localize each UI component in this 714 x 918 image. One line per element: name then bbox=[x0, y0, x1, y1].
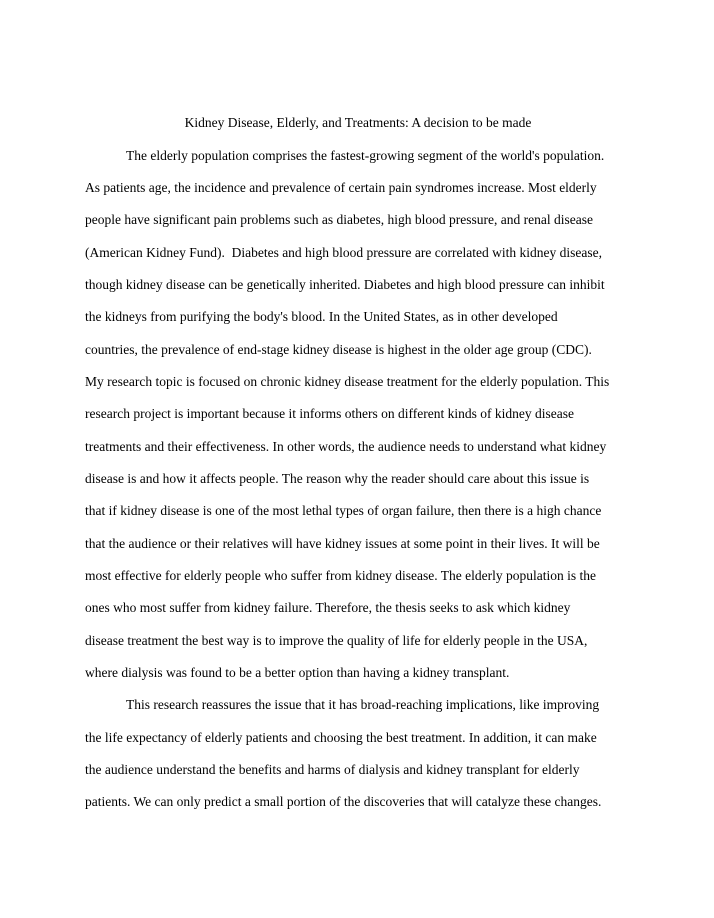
paragraph-line: (American Kidney Fund). Diabetes and high blood pressure are correlated with kidney disease, bbox=[85, 245, 602, 260]
paragraph-line: that the audience or their relatives will have kidney issues at some point in their lives. It will be bbox=[85, 536, 600, 551]
paragraph-line: This research reassures the issue that it has broad-reaching implications, like improving bbox=[126, 697, 600, 712]
paragraph-line: most effective for elderly people who suffer from kidney disease. The elderly population is the bbox=[85, 568, 596, 583]
paragraph-line: the life expectancy of elderly patients and choosing the best treatment. In addition, it can make bbox=[85, 730, 597, 745]
paragraph-line: where dialysis was found to be a better option than having a kidney transplant. bbox=[85, 665, 510, 680]
paragraph-line: The elderly population comprises the fastest-growing segment of the world's population. bbox=[126, 148, 605, 163]
paragraph-line: countries, the prevalence of end-stage kidney disease is highest in the older age group (CDC). bbox=[85, 342, 592, 357]
document-title: Kidney Disease, Elderly, and Treatments: A decision to be made bbox=[184, 115, 532, 130]
paragraph-line: that if kidney disease is one of the most lethal types of organ failure, then there is a high chance bbox=[85, 503, 602, 518]
paragraph-line: the audience understand the benefits and harms of dialysis and kidney transplant for elderly bbox=[85, 762, 580, 777]
paragraph-line: As patients age, the incidence and prevalence of certain pain syndromes increase. Most elderly bbox=[85, 180, 597, 195]
paragraph-line: though kidney disease can be genetically inherited. Diabetes and high blood pressure can inhibit bbox=[85, 277, 605, 292]
paragraph-line: patients. We can only predict a small portion of the discoveries that will catalyze these changes. bbox=[85, 794, 602, 809]
paragraph-line: disease treatment the best way is to improve the quality of life for elderly people in the USA, bbox=[85, 633, 588, 648]
paragraph-line: the kidneys from purifying the body's blood. In the United States, as in other developed bbox=[85, 309, 558, 324]
paragraph-line: treatments and their effectiveness. In other words, the audience needs to understand what kidney bbox=[85, 439, 607, 454]
paragraph-line: disease is and how it affects people. The reason why the reader should care about this issue is bbox=[85, 471, 590, 486]
paragraph-line: research project is important because it informs others on different kinds of kidney disease bbox=[85, 406, 574, 421]
paragraph-line: people have significant pain problems such as diabetes, high blood pressure, and renal disease bbox=[85, 212, 593, 227]
paragraph-line: My research topic is focused on chronic kidney disease treatment for the elderly population. This bbox=[85, 374, 610, 389]
paragraph-line: ones who most suffer from kidney failure. Therefore, the thesis seeks to ask which kidney bbox=[85, 600, 571, 615]
